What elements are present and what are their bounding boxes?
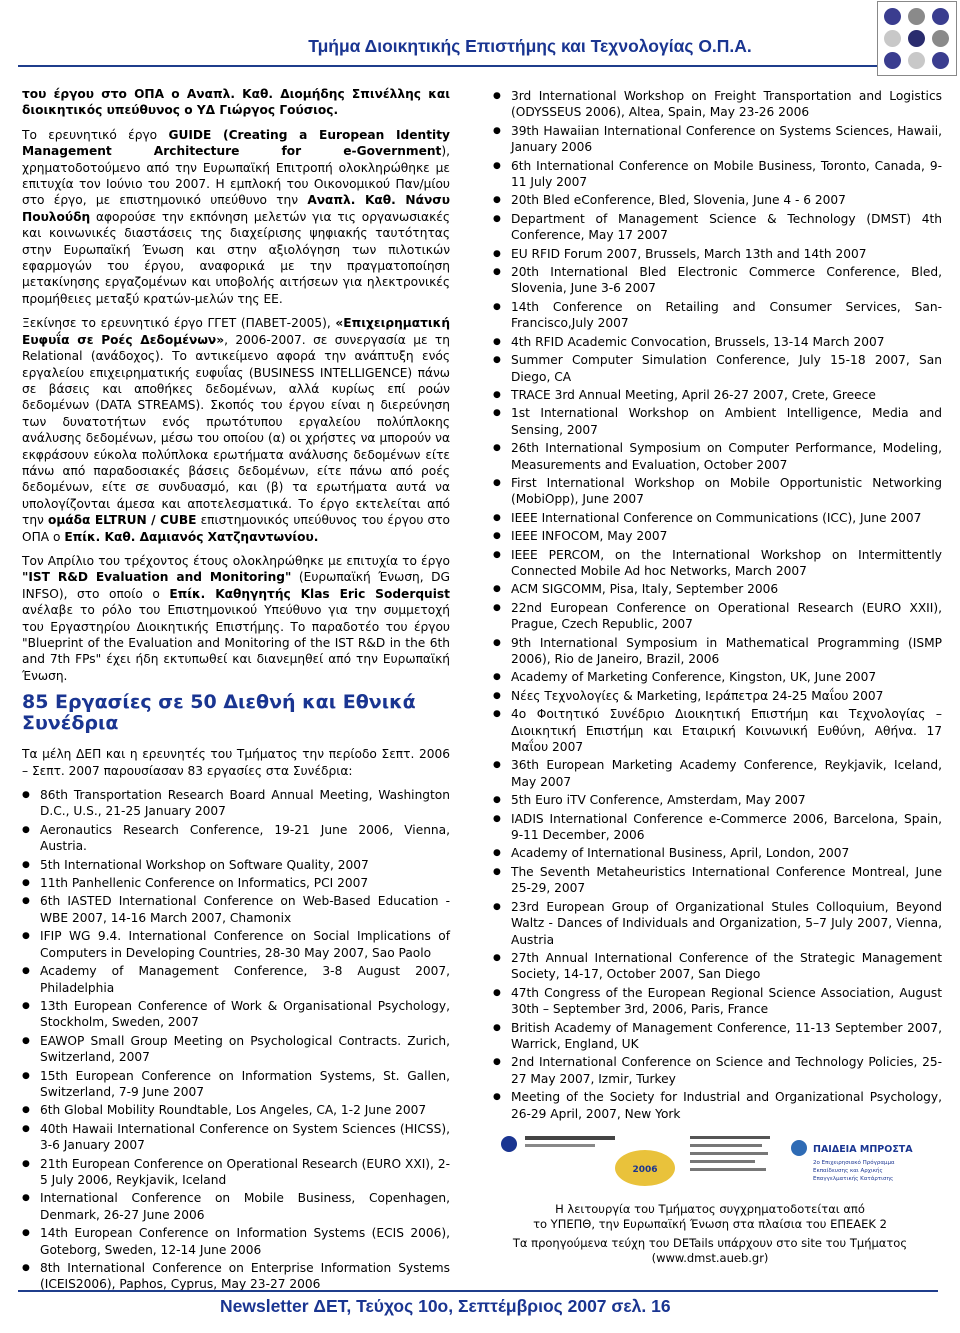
conference-item: ● EAWOP Small Group Meeting on Psychological Contracts. Zurich, Switzerland, 2007 [22,1033,450,1066]
svg-text:Επαγγελματικής Κατάρτισης: Επαγγελματικής Κατάρτισης [813,1176,894,1182]
conference-item: ● Aeronautics Research Conference, 19-21 June 2006, Vienna, Austria. [22,822,450,855]
svg-text:2006: 2006 [632,1165,658,1175]
site-link[interactable]: (www.dmst.aueb.gr) [651,1251,769,1265]
conference-item: ● IADIS International Conference e-Commerce 2006, Barcelona, Spain, 9-11 December, 2006 [493,811,942,844]
conference-item: ● 86th Transportation Research Board Annual Meeting, Washington D.C., U.S., 21-25 January 2007 [22,787,450,820]
header-rule [18,65,880,67]
conference-item: ● British Academy of Management Conference, 11-13 September 2007, Warrick, England, UK [493,1020,942,1053]
conference-item: ● Νέες Τεχνολογίες & Marketing, Ιεράπετρα 24-25 Μαΐου 2007 [493,688,942,704]
conference-item: ● 9th International Symposium in Mathematical Programming (ISMP 2006), Rio de Janeiro, Brazil, 2006 [493,635,942,668]
conference-item: ● Department of Management Science & Technology (DMST) 4th Conference, May 17 2007 [493,211,942,244]
conference-item: ● 5th Euro iTV Conference, Amsterdam, May 2007 [493,792,942,808]
sponsor-logos [495,1130,915,1200]
conference-item: ● 8th International Conference on Enterprise Information Systems (ICEIS2006), Paphos, Cyprus, May 23-27 2006 [22,1260,450,1293]
paideia-mprosta-logo [789,1134,913,1188]
paragraph-ist-evaluation: Τον Απρίλιο του τρέχοντος έτους ολοκληρώθηκε με επιτυχία το έργο "IST R&D Evaluation and Monitoring" (Ευρωπαϊκή Ένωση, DG INFSO), στο οποίο ο Επίκ. Καθηγητής Klas Eric Soderquist ανέλαβε το ρόλο του Επιστημονικού Υπεύθυνο για την συμμετοχή του Εργαστηρίου Διοικητικής Επιστήμης. Το παραδοτέο του έργου "Blueprint of the Evaluation and Monitoring of the IST R&D in the 6th and 7th FPs" έχει ήδη εκτυπωθεί και διανεμηθεί από την Ευρωπαϊκή Ένωση. [22,553,450,683]
ministry-logo [495,1130,775,1192]
footer-rule [18,1290,938,1292]
conference-item: ● 14th Conference on Retailing and Consumer Services, San-Francisco,July 2007 [493,299,942,332]
dmst-logo [877,1,957,76]
conference-item: ● 23rd European Group of Organizational Stules Colloquium, Beyond Waltz - Dances of Individuals and Organization, 5–7 July 2007, Vienna, Austria [493,899,942,948]
conference-item: ● ACM SIGCOMM, Pisa, Italy, September 2006 [493,581,942,597]
conference-item: ● EU RFID Forum 2007, Brussels, March 13th and 14th 2007 [493,246,942,262]
conference-item: ● 20th Bled eConference, Bled, Slovenia, June 4 - 6 2007 [493,192,942,208]
conference-item: ● 20th International Bled Electronic Commerce Conference, Bled, Slovenia, June 3-6 2007 [493,264,942,297]
conference-item: ● 26th International Symposium on Computer Performance, Modeling, Measurements and Evaluation, October 2007 [493,440,942,473]
conference-item: ● 47th Congress of the European Regional Science Association, August 30th – September 3rd, 2006, Paris, France [493,985,942,1018]
header-title: Τμήμα Διοικητικής Επιστήμης και Τεχνολογίας Ο.Π.Α. [308,36,752,56]
conference-item: ● 5th International Workshop on Software Quality, 2007 [22,857,450,873]
conference-item: ● Academy of Marketing Conference, Kingston, UK, June 2007 [493,669,942,685]
conference-item: ● IEEE International Conference on Communications (ICC), June 2007 [493,510,942,526]
conference-item: ● 3rd International Workshop on Freight Transportation and Logistics (ODYSSEUS 2006), Altea, Spain, May 23-26 2006 [493,88,942,121]
conference-item: ● 6th Global Mobility Roundtable, Los Angeles, CA, 1-2 June 2007 [22,1102,450,1118]
paragraph-guide: Το ερευνητικό έργο GUIDE (Creating a European Identity Management Architecture for e-Government), χρηματοδοτούμενο από την Ευρωπαϊκή Επιτροπή ολοκληρώθηκε με επιτυχία τον Ιούνιο του 2007. Η εμπλοκή του Οικονομικού Παν/μίου στο έργο, με επιστημονικό υπεύθυνο την Αναπλ. Καθ. Νάνσυ Πουλούδη αφορούσε την εκπόνηση μελετών για τις οργανωσιακές και κοινωνικές διαστάσεις της διαχείρισης ψηφιακής ταυτότητας στην Ευρωπαϊκή Ένωση και στην αξιολόγηση των πιλοτικών εφαρμογών του έργου, αναφορικά με την πραγματοποίηση μετακίνησης εργαζομένων και υποβολής αιτήσεων για ηλεκτρονικές προμήθειες μεταξύ κρατών-μελών της ΕΕ. [22,127,450,306]
conference-item: ● 6th International Conference on Mobile Business, Toronto, Canada, 9-11 July 2007 [493,158,942,191]
conference-item: ● First International Workshop on Mobile Opportunistic Networking (MobiOpp), June 2007 [493,475,942,508]
conference-list-right [493,88,942,1122]
conference-item: ● Summer Computer Simulation Conference, July 15-18 2007, San Diego, CA [493,352,942,385]
conference-item: ● Academy of Management Conference, 3-8 August 2007, Philadelphia [22,963,450,996]
svg-text:ΠΑΙΔΕΙΑ ΜΠΡΟΣΤΑ: ΠΑΙΔΕΙΑ ΜΠΡΟΣΤΑ [813,1144,913,1155]
conference-item: ● 39th Hawaiian International Conference on Systems Sciences, Hawaii, January 2006 [493,123,942,156]
page-header [0,0,960,78]
conference-item: ● TRACE 3rd Annual Meeting, April 26-27 2007, Crete, Greece [493,387,942,403]
conference-item: ● 27th Annual International Conference of the Strategic Management Society, 14-17, October 2007, San Diego [493,950,942,983]
right-column [493,88,942,1124]
conference-item: ● Meeting of the Society for Industrial and Organizational Psychology, 26-29 April, 2007, New York [493,1089,942,1122]
conference-item: ● 4ο Φοιτητικό Συνέδριο Διοικητική Επιστήμη και Τεχνολογίας – Διοικητική Επιστήμη και Εταιρική Κοινωνική Ευθύνη, Αθήνα. 17 Μαΐου 2007 [493,706,942,755]
conference-item: ● 15th European Conference on Information Systems, St. Gallen, Switzerland, 7-9 June 2007 [22,1068,450,1101]
left-column [22,86,450,1295]
paragraph-business-intelligence: Ξεκίνησε το ερευνητικό έργο ΓΓΕΤ (ΠΑΒΕΤ-2005), «Επιχειρηματική Ευφυΐα σε Ροές Δεδομένων», 2006-2007. σε συνεργασία με τη Relational (ανάδοχος). Το αντικείμενο αφορά την ανάπτυξη ενός εργαλείου επιχειρηματικής ευφυΐας (BUSINESS INTELLIGENCE) πάνω σε βάσεις και αποθήκες δεδομένων, αλλά κυρίως επί ροών δεδομένων (DATA STREAMS). Σκοπός του έργου είναι η διερεύνηση των δυνατοτήτων ενός πρωτότυπου εργαλείου πολύπλοκης ανάλυσης δεδομένων, μέσω του οποίου (α) οι χρήστες να μπορούν να εκφράσουν εύκολα πολύπλοκα ερωτήματα ανάλυσης δεδομένων είτε πάνω από παραδοσιακές βάσεις δεδομένων, είτε πάνω από ροές δεδομένων, είτε σε συνδυασμό, και (β) τα ερωτήματα αυτά να υπολογίζονται άμεσα και αποτελεσματικά. Το έργο εκτελείται από την ομάδα ELTRUN / CUBE επιστημονικός υπεύθυνος του έργου στο ΟΠΑ ο Επίκ. Καθ. Δαμιανός Χατζηαντωνίου. [22,316,451,544]
conference-item: ● 36th European Marketing Academy Conference, Reykjavik, Iceland, May 2007 [493,757,942,790]
conference-item: ● IFIP WG 9.4. International Conference on Social Implications of Computers in Developing Countries, 28-30 May 2007, Sao Paolo [22,928,450,961]
paragraph-conferences-intro: Τα μέλη ΔΕΠ και η ερευνητές του Τμήματος την περίοδο Σεπτ. 2006 – Σεπτ. 2007 παρουσίασαν 83 εργασίες στα Συνέδρια: [22,747,450,778]
conference-item: ● 40th Hawaii International Conference on System Sciences (HICSS), 3-6 January 2007 [22,1121,450,1154]
conference-item: ● 21th European Conference on Operational Research (EURO XXI), 2-5 July 2006, Reykjavik, Iceland [22,1156,450,1189]
conference-item: ● 22nd European Conference on Operational Research (EURO XXII), Prague, Czech Republic, 2007 [493,600,942,633]
conference-item: ● 1st International Workshop on Ambient Intelligence, Media and Sensing, 2007 [493,405,942,438]
conference-item: ● IEEE INFOCOM, May 2007 [493,528,942,544]
conference-item: ● 11th Panhellenic Conference on Informatics, PCI 2007 [22,875,450,891]
conference-item: ● 13th European Conference of Work & Organisational Psychology, Stockholm, Sweden, 2007 [22,998,450,1031]
conference-item: ● Academy of International Business, April, London, 2007 [493,845,942,861]
section-heading: 85 Εργασίες σε 50 Διεθνή και Εθνικά Συνέδρια [22,691,416,735]
conference-item: ● 4th RFID Academic Convocation, Brussels, 13-14 March 2007 [493,334,942,350]
conference-item: ● IEEE PERCOM, on the International Workshop on Intermittently Connected Mobile Ad hoc Networks, March 2007 [493,547,942,580]
svg-text:Εκπαίδευσης και Αρχικής: Εκπαίδευσης και Αρχικής [813,1168,883,1174]
paragraph-project-intro: του έργου στο ΟΠΑ ο Αναπλ. Καθ. Διομήδης Σπινέλλης και διοικητικός υπεύθυνος ο ΥΔ Γιώργος Γούσιος. [22,87,450,118]
conference-item: ● 6th IASTED International Conference on Web-Based Education - WBE 2007, 14-16 March 2007, Chamonix [22,893,450,926]
funding-note: Η λειτουργία του Τμήματος συγχρηματοδοτείται από το ΥΠΕΠΘ, την Ευρωπαϊκή Ένωση στα πλαίσια του ΕΠΕΑΕΚ 2 Τα προηγούμενα τεύχη του DETails υπάρχουν στο site του Τμήματος (www.dmst.aueb.gr) [495,1202,925,1266]
conference-item: ● 2nd International Conference on Science and Technology Policies, 25-27 May 2007, Izmir, Turkey [493,1054,942,1087]
conference-item: ● International Conference on Mobile Business, Copenhagen, Denmark, 26-27 June 2006 [22,1190,450,1223]
conference-item: ● The Seventh Metaheuristics International Conference Montreal, June 25-29, 2007 [493,864,942,897]
svg-text:2ο Επιχειρησιακό Πρόγραμμα: 2ο Επιχειρησιακό Πρόγραμμα [813,1160,895,1166]
conference-list-left [22,787,450,1293]
footer-text: Newsletter ΔΕΤ, Τεύχος 10ο, Σεπτέμβριος 2007 σελ. 16 [220,1296,671,1316]
conference-item: ● 14th European Conference on Information Systems (ECIS 2006), Goteborg, Sweden, 12-14 June 2006 [22,1225,450,1258]
